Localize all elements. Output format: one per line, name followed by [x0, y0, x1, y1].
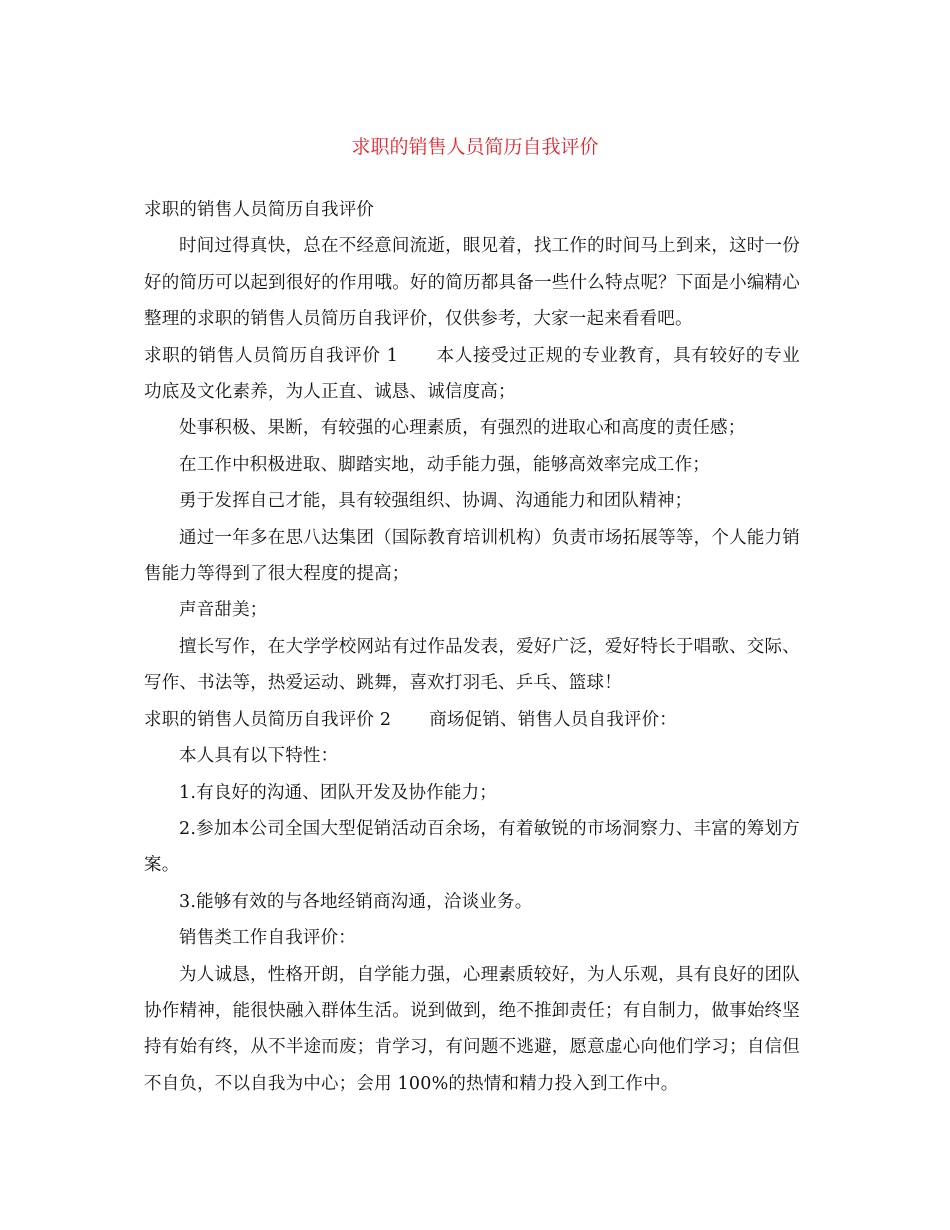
paragraph-traits: 本人具有以下特性：: [179, 746, 339, 767]
paragraph-ability: 勇于发挥自己才能，具有较强组织、协调、沟通能力和团队精神；: [179, 491, 693, 512]
document-title: 求职的销售人员简历自我评价: [351, 136, 599, 158]
section-2-paragraph: [144, 702, 800, 738]
document-body: [144, 192, 800, 1102]
section-1-text: 本人接受过正规的专业教育，具有较好的专业功底及文化素养，为人正直、诚恳、诚信度高；: [144, 345, 801, 403]
section-1-heading: 求职的销售人员简历自我评价 1: [144, 345, 399, 366]
intro-paragraph: 时间过得真快，总在不经意间流逝，眼见着，找工作的时间马上到来，这时一份好的简历可以起到很好的作用哦。好的简历都具备一些什么特点呢？下面是小编精心整理的求职的销售人员简历自我评价，仅供参考，大家一起来看看吧。: [144, 236, 800, 330]
paragraph-voice: 声音甜美；: [179, 600, 268, 621]
paragraph-sales-evaluation: 为人诚恳，性格开朗，自学能力强，心理素质较好，为人乐观，具有良好的团队协作精神，能很快融入群体生活。说到做到，绝不推卸责任；有自制力，做事始终坚持有始有终，从不半途而废；肯学习，有问题不逃避，愿意虚心向他们学习；自信但不自负，不以自我为中心；会用 100%的热情和精力投入到工作中。: [144, 964, 800, 1094]
list-item-3: 3.能够有效的与各地经销商沟通，洽谈业务。: [179, 891, 533, 912]
paragraph-work: 在工作中积极进取、脚踏实地，动手能力强，能够高效率完成工作；: [179, 454, 710, 475]
section-2-heading: 求职的销售人员简历自我评价 2: [144, 709, 392, 730]
list-item-1: 1.有良好的沟通、团队开发及协作能力；: [179, 782, 497, 803]
list-item-2: 2.参加本公司全国大型促销活动百余场，有着敏锐的市场洞察力、丰富的筹划方案。: [144, 818, 800, 876]
paragraph-hobbies: 擅长写作，在大学学校网站有过作品发表，爱好广泛，爱好特长于唱歌、交际、写作、书法等，热爱运动、跳舞，喜欢打羽毛、乒乓、篮球！: [144, 636, 800, 694]
paragraph-attitude: 处事积极、果断，有较强的心理素质，有强烈的进取心和高度的责任感；: [179, 418, 746, 439]
body-heading: 求职的销售人员简历自我评价: [144, 200, 375, 220]
section-1-paragraph: [144, 338, 800, 411]
paragraph-sales-heading: 销售类工作自我评价：: [179, 928, 356, 949]
section-2-text: 商场促销、销售人员自我评价：: [429, 709, 678, 730]
paragraph-experience: 通过一年多在思八达集团（国际教育培训机构）负责市场拓展等等，个人能力销售能力等得到了很大程度的提高；: [144, 527, 800, 585]
